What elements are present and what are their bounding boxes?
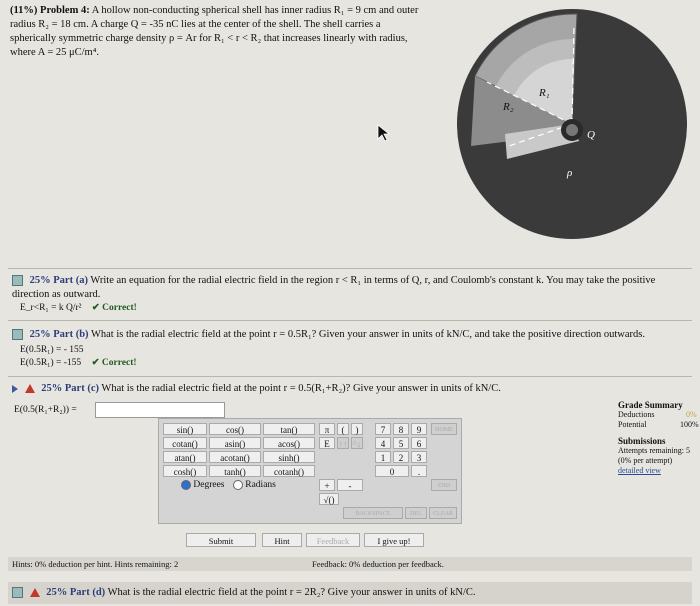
angle-mode: [181, 479, 276, 491]
part-b-header: 25% Part (b): [29, 329, 89, 340]
attempts-text: Attempts remaining: 5: [618, 446, 690, 455]
part-a-header: 25% Part (a): [29, 275, 88, 286]
divider: [8, 376, 692, 377]
feedback-button[interactable]: Feedback: [306, 533, 360, 547]
part-a-answer-row: [20, 301, 137, 315]
digit-9-button[interactable]: 9: [411, 423, 427, 435]
digit-4-button[interactable]: 4: [375, 437, 391, 449]
checkbox-icon: [12, 275, 23, 286]
part-b-answer-2: E(0.5R₁) = -155: [20, 358, 82, 368]
atan-button[interactable]: atan(): [163, 451, 207, 463]
answer-input[interactable]: [95, 402, 225, 418]
plus-button[interactable]: +: [319, 479, 335, 491]
divider: [8, 268, 692, 269]
submit-button[interactable]: Submit: [186, 533, 256, 547]
keypad: [158, 418, 462, 524]
part-b-question: What is the radial electric field at the point r = 0.5R₁? Given your answer in units of kN/C, and take the positive direction outwards.: [90, 329, 645, 340]
rho-label: ρ: [567, 167, 573, 179]
down-arrow-button[interactable]: ^↓: [352, 439, 362, 449]
part-b: [12, 328, 684, 342]
part-c-input-label: E(0.5(R₁+R₂)) =: [14, 405, 77, 415]
part-d-question: What is the radial electric field at the point r = 2R₂? Give your answer in units of kN/C.: [107, 587, 476, 598]
sqrt-button[interactable]: √(): [319, 493, 339, 505]
grade-summary-title: Grade Summary: [618, 400, 683, 410]
cosh-button[interactable]: cosh(): [163, 465, 207, 477]
del-button[interactable]: DEL: [405, 507, 427, 519]
detailed-view-link[interactable]: detailed view: [618, 466, 661, 475]
per-attempt: (0% per attempt): [618, 456, 673, 465]
digit-0-button[interactable]: 0: [375, 465, 409, 477]
part-b-answer-1: E(0.5R₁) = - 155: [20, 345, 84, 355]
part-a: [12, 274, 684, 302]
cos-button[interactable]: cos(): [209, 423, 261, 435]
problem-header: (11%) Problem 4:: [10, 5, 90, 16]
warning-icon: [25, 384, 35, 393]
problem-statement: [10, 4, 420, 60]
checkbox-icon: [12, 587, 23, 598]
potential-value: 100%: [680, 420, 699, 429]
shell-figure: [447, 6, 697, 246]
part-d-header: 25% Part (d): [46, 587, 106, 598]
part-a-question: Write an equation for the radial electric field in the region r < R₁ in terms of Q, r, and Coulomb's constant k. You may take the positive direction as outward.: [12, 275, 656, 300]
checkbox-icon: [12, 329, 23, 340]
decimal-button[interactable]: .: [411, 465, 427, 477]
home-button[interactable]: HOME: [431, 423, 457, 435]
cotanh-button[interactable]: cotanh(): [263, 465, 315, 477]
backspace-button[interactable]: BACKSPACE: [343, 507, 403, 519]
hints-text: Hints: 0% deduction per hint. Hints remaining: 2: [12, 559, 179, 569]
asin-button[interactable]: asin(): [209, 437, 261, 449]
part-a-answer: E_r<R₁ = k Q/r²: [20, 303, 82, 313]
pi-button[interactable]: π: [319, 423, 335, 435]
part-d: [8, 582, 692, 604]
q-label: Q: [587, 129, 595, 141]
feedback-text: Feedback: 0% deduction per feedback.: [312, 559, 444, 569]
acos-button[interactable]: acos(): [263, 437, 315, 449]
digit-1-button[interactable]: 1: [375, 451, 391, 463]
tan-button[interactable]: tan(): [263, 423, 315, 435]
degrees-radio-icon[interactable]: [181, 480, 191, 490]
r1-label: R₁: [539, 87, 550, 99]
degrees-label: Degrees: [193, 480, 225, 490]
give-up-button[interactable]: I give up!: [364, 533, 424, 547]
open-paren-button[interactable]: (: [337, 423, 349, 435]
r2-label: R₂: [503, 101, 514, 113]
part-b-status: ✔ Correct!: [91, 358, 137, 368]
divider: [8, 320, 692, 321]
deductions-value: 0%: [686, 410, 697, 419]
radians-radio-icon[interactable]: [233, 480, 243, 490]
digit-2-button[interactable]: 2: [393, 451, 409, 463]
sinh-button[interactable]: sinh(): [263, 451, 315, 463]
potential-label: Potential: [618, 420, 647, 429]
hint-button[interactable]: Hint: [262, 533, 302, 547]
part-a-status: ✔ Correct!: [91, 303, 137, 313]
end-button[interactable]: END: [431, 479, 457, 491]
digit-6-button[interactable]: 6: [411, 437, 427, 449]
acotan-button[interactable]: acotan(): [209, 451, 261, 463]
mouse-cursor-icon: [376, 124, 390, 142]
minus-button[interactable]: -: [337, 479, 363, 491]
cotan-button[interactable]: cotan(): [163, 437, 207, 449]
deductions-label: Deductions: [618, 410, 655, 419]
radians-label: Radians: [245, 480, 276, 490]
clear-button[interactable]: CLEAR: [429, 507, 457, 519]
hints-bar: [8, 557, 692, 571]
submissions-title: Submissions: [618, 436, 666, 446]
digit-7-button[interactable]: 7: [375, 423, 391, 435]
grade-summary: [618, 400, 700, 476]
warning-icon: [30, 588, 40, 597]
up-arrow-button[interactable]: ↑↑: [338, 439, 348, 449]
sin-button[interactable]: sin(): [163, 423, 207, 435]
tanh-button[interactable]: tanh(): [209, 465, 261, 477]
part-b-answer-row: [20, 356, 137, 370]
expand-icon[interactable]: [12, 385, 18, 393]
problem-text: A hollow non-conducting spherical shell has inner radius R₁ = 9 cm and outer radius R₂ = 18 cm. A charge Q = -35 nC lies at the center of the shell. The shell carries a spherically symmetric charge density ρ = Ar for R₁ < r < R₂ that increases linearly with radius, where A = 25 μC/m⁴.: [10, 5, 419, 58]
digit-8-button[interactable]: 8: [393, 423, 409, 435]
e-button[interactable]: E: [319, 437, 335, 449]
part-c: [12, 382, 684, 396]
close-paren-button[interactable]: ): [351, 423, 363, 435]
part-c-header: 25% Part (c): [41, 383, 99, 394]
digit-5-button[interactable]: 5: [393, 437, 409, 449]
part-c-question: What is the radial electric field at the point r = 0.5(R₁+R₂)? Give your answer in units of kN/C.: [101, 383, 501, 394]
digit-3-button[interactable]: 3: [411, 451, 427, 463]
